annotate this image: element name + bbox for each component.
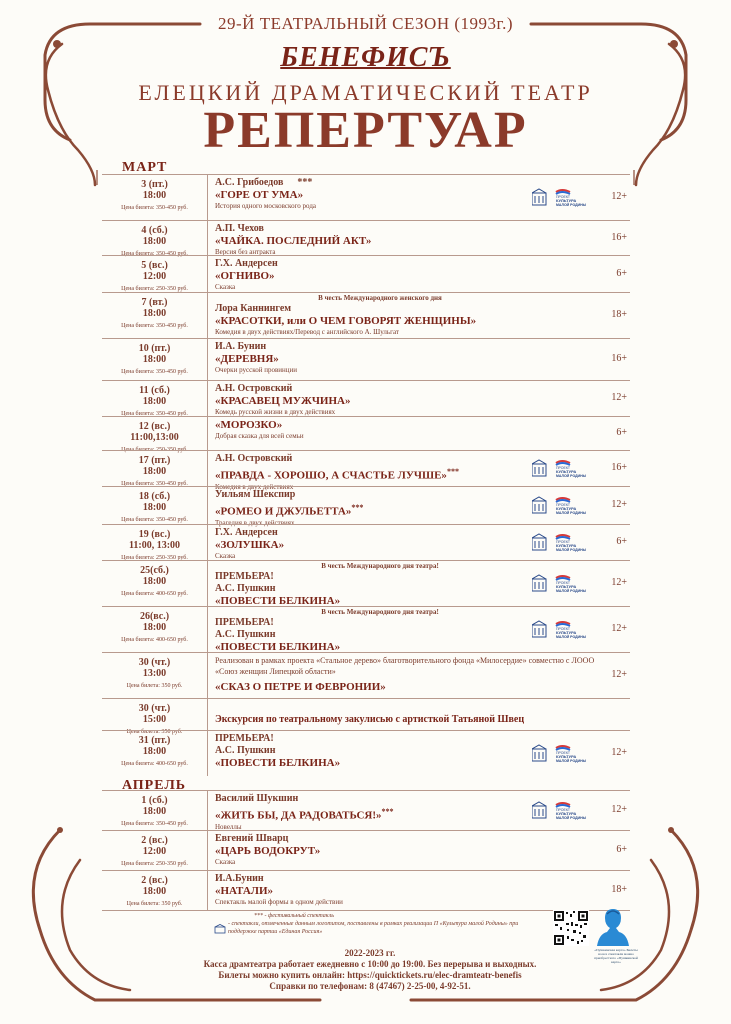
row-date-cell [102,417,208,453]
row-time: 18:00 [142,466,167,477]
row-date: 10 (пт.) [138,343,171,354]
row-time: 18:00 [142,190,167,201]
row-author [215,833,545,845]
row-price: Цена билета: 350 руб. [126,683,183,689]
badge-line2: КУЛЬТУРА [556,506,577,511]
row-date-cell [102,339,208,380]
table-row [102,292,630,338]
row-title-text: «ПОВЕСТИ БЕЛКИНА» [215,595,341,607]
badge-line2: КУЛЬТУРА [556,543,577,548]
row-subtitle: История одного московского рода [215,202,316,210]
row-date: 7 (вт.) [141,297,168,308]
row-author-name: А.С. Пушкин [215,745,276,756]
row-title-text: Экскурсия по театральному закулисью с артисткой Татьяной Швец [215,714,525,725]
row-date: 25(сб.) [140,565,169,576]
row-date-cell [102,871,208,910]
badge-line1: ПРОЕКТ [556,195,571,199]
row-content [215,793,545,832]
row-date: 2 (вс.) [141,835,168,846]
project-badge-icon [532,574,596,594]
row-date: 31 (пт.) [138,735,171,746]
row-note: В честь Международного женского дня [318,294,442,302]
row-author-name: А.С. Пушкин [215,629,276,640]
row-date-cell [102,731,208,776]
project-badge-icon [532,459,596,479]
season-title: 29-Й ТЕАТРАЛЬНЫЙ СЕЗОН (1993г.) [218,14,513,33]
row-author [215,223,545,235]
row-age-rating: 12+ [611,499,627,510]
row-stars: *** [446,467,459,476]
row-content [215,733,545,770]
row-content [215,341,545,375]
project-badge-icon [532,801,596,821]
row-content [215,701,545,726]
row-time: 18:00 [142,576,167,587]
row-age-rating: 6+ [616,427,627,438]
table-row [102,380,630,416]
row-author-name: А.С. Грибоедов [215,177,284,188]
row-subtitle: Новеллы [215,822,242,831]
row-title [215,805,545,823]
row-author-name: Василий Шукшин [215,793,299,804]
row-age-rating: 16+ [611,353,627,364]
row-content [215,527,545,561]
row-content [215,223,545,257]
table-row [102,174,630,220]
pushkin-bust-icon [596,906,630,948]
row-date: 2 (вс.) [141,875,168,886]
row-title [215,713,615,726]
row-title-text: «ЦАРЬ ВОДОКРУТ» [215,845,321,857]
row-price: Цена билета: 350-450 руб. [121,251,188,257]
row-title-text: «ПРАВДА - ХОРОШО, А СЧАСТЬЕ ЛУЧШЕ» [215,469,447,482]
row-age-rating: 12+ [611,747,627,758]
badge-line1: ПРОЕКТ [556,581,571,585]
table-row [102,606,630,652]
row-content [215,563,545,608]
row-date-cell [102,607,208,652]
row-age-rating: 6+ [616,844,627,855]
table-row [102,870,630,910]
badge-line2: КУЛЬТУРА [556,754,577,759]
row-price: Цена билета: 400-650 руб. [121,637,188,643]
row-content [215,177,545,211]
row-author-name: Евгений Шварц [215,833,289,844]
row-price: Цена билета: 350-450 руб. [121,369,188,375]
table-row [102,486,630,527]
month-march: МАРТ [122,160,168,175]
row-date: 11 (сб.) [139,385,170,396]
row-author [215,583,545,595]
row-title-text: «ЖИТЬ БЫ, ДА РАДОВАТЬСЯ!» [215,809,382,822]
badge-line3: МАЛОЙ РОДИНЫ [556,589,587,593]
badge-line1: ПРОЕКТ [556,540,571,544]
row-title-text: «РОМЕО И ДЖУЛЬЕТТА» [215,505,352,518]
row-time: 18:00 [142,806,167,817]
row-time: 12:00 [142,846,167,857]
row-subtitle: Комедь русской жизни в двух действиях [215,408,336,416]
theatre-logo: БЕНЕФИСЪ [280,42,451,73]
row-title-text: «ПОВЕСТИ БЕЛКИНА» [215,641,341,653]
row-note: В честь Международного дня театра! [321,562,439,570]
badge-line1: ПРОЕКТ [556,808,571,812]
row-age-rating: 12+ [611,804,627,815]
row-content [215,419,545,441]
row-date-cell [102,791,208,830]
row-note: В честь Международного дня театра! [321,608,439,616]
table-row [102,220,630,255]
row-time: 18:00 [142,886,167,897]
row-title-text: «ГОРЕ ОТ УМА» [215,189,304,201]
badge-line1: ПРОЕКТ [556,466,571,470]
row-author-name: А.Н. Островский [215,453,293,464]
row-content [215,609,545,654]
badge-line2: КУЛЬТУРА [556,811,577,816]
row-date-cell [102,525,208,560]
row-author [215,303,545,315]
row-title-text: «СКАЗ О ПЕТРЕ И ФЕВРОНИИ» [215,681,386,693]
badge-line3: МАЛОЙ РОДИНЫ [556,203,587,207]
row-time: 15:00 [142,714,167,725]
row-time: 18:00 [142,236,167,247]
row-age-rating: 6+ [616,268,627,279]
row-time: 18:00 [142,746,167,757]
row-date-cell [102,451,208,486]
row-title [215,270,545,283]
row-price: Цена билета: 250-350 руб. [121,861,188,867]
row-date: 5 (вс.) [141,260,168,271]
project-logo-icon [214,924,226,934]
project-badge-icon [532,533,596,553]
table-row [102,524,630,560]
row-content [215,383,545,417]
row-date: 18 (сб.) [138,491,171,502]
badge-line3: МАЛОЙ РОДИНЫ [556,548,587,552]
row-title-text: «ЗОЛУШКА» [215,539,285,551]
row-stars: *** [351,503,364,512]
badge-line3: МАЛОЙ РОДИНЫ [556,816,587,820]
row-date-cell [102,653,208,698]
row-price: Цена билета: 250-350 руб. [121,286,188,292]
row-subtitle: Комедия в двух действиях [215,482,294,491]
row-subtitle: Добрая сказка для всей семьи [215,432,304,440]
table-row [102,338,630,380]
row-age-rating: 16+ [611,462,627,473]
row-age-rating: 12+ [611,669,627,680]
row-title [215,885,545,898]
row-time: 18:00 [142,502,167,513]
row-author-name: И.А. Бунин [215,341,267,352]
row-age-rating: 16+ [611,232,627,243]
table-row [102,416,630,453]
row-date: 17 (пт.) [138,455,171,466]
row-author [215,383,545,395]
row-price: Цена билета: 350-450 руб. [121,481,188,487]
badge-line3: МАЛОЙ РОДИНЫ [556,474,587,478]
row-price: Цена билета: 350-450 руб. [121,323,188,329]
row-time: 12:00 [142,271,167,282]
row-price: Цена билета: 350 руб. [126,901,183,907]
row-date-cell [102,221,208,255]
row-subtitle: Комедия в двух действиях/Перевод с английского А. Шульгат [215,328,399,336]
row-title [215,465,545,483]
row-title-text: «МОРОЗКО» [215,419,283,431]
row-date: 30 (чт.) [138,703,171,714]
row-age-rating: 12+ [611,577,627,588]
table-row [102,698,630,735]
badge-line2: КУЛЬТУРА [556,584,577,589]
row-age-rating: 12+ [611,191,627,202]
row-price: Цена билета: 250-350 руб. [121,447,188,453]
row-title [215,845,545,858]
row-price: Цена билета: 400-650 руб. [121,761,188,767]
table-row [102,652,630,698]
project-badge-icon [532,188,596,208]
row-title [215,235,545,248]
row-author-name: И.А.Бунин [215,873,264,884]
row-time: 18:00 [142,354,167,365]
row-title-text: «ЧАЙКА. ПОСЛЕДНИЙ АКТ» [215,235,372,247]
row-age-rating: 12+ [611,623,627,634]
row-title [215,681,545,694]
row-subtitle: Сказка [215,552,236,560]
row-date: 3 (пт.) [141,179,168,190]
row-date: 26(вс.) [139,611,170,622]
row-title [215,501,545,519]
row-date-cell [102,561,208,606]
badge-line3: МАЛОЙ РОДИНЫ [556,759,587,763]
footer-online[interactable]: Билеты можно купить онлайн: https://quicktickets.ru/elec-dramteatr-benefis [218,970,522,980]
row-title-text: «КРАСОТКИ, или О ЧЕМ ГОВОРЯТ ЖЕНЩИНЫ» [215,315,477,327]
table-bottom-border [102,910,630,911]
row-time: 11:00,13:00 [130,432,179,443]
row-description: Реализован в рамках проекта «Стальное дерево» благотворительного фонда «Милосердие» совместно с ЛООО «Союз женщин Липецкой области» [215,656,595,676]
project-badge-icon [532,744,596,764]
badge-line2: КУЛЬТУРА [556,469,577,474]
row-title [215,395,545,408]
row-price: Цена билета: 350 руб. [126,729,183,735]
row-date: 19 (вс.) [138,529,171,540]
row-title-text: «НАТАЛИ» [215,885,274,897]
footnotes [214,912,544,936]
row-author [215,453,545,465]
pushkin-card-caption: «Пушкинская карта» Билеты на все спектакли можно приобрести по «Пушкинской карте» [594,948,638,964]
row-title-text: «ПОВЕСТИ БЕЛКИНА» [215,757,341,769]
table-row [102,830,630,870]
row-time: 18:00 [142,308,167,319]
footer-hours: Касса драмтеатра работает ежедневно с 10:00 до 19:00. Без перерыва и выходных. [203,959,537,969]
project-badge-icon [532,620,596,640]
theatre-name: ЕЛЕЦКИЙ ДРАМАТИЧЕСКИЙ ТЕАТР [138,80,593,105]
row-date-cell [102,175,208,220]
row-content [215,833,545,867]
row-author [215,745,545,757]
footer-info [150,948,590,992]
row-content [215,655,595,694]
badge-line2: КУЛЬТУРА [556,198,577,203]
row-date-cell [102,256,208,292]
row-age-rating: 6+ [616,536,627,547]
footnote-star: *** - фестивальный спектакль [254,913,335,919]
row-subtitle: Очерки русской провинции [215,366,298,374]
row-author-name: Уильям Шекспир [215,489,296,500]
table-row [102,790,630,830]
row-author-name: А.П. Чехов [215,223,264,234]
row-author-name: Г.Х. Андерсен [215,527,278,538]
footer-years: 2022-2023 гг. [344,948,396,958]
row-author-name: Лора Каннингем [215,303,292,314]
row-author [215,489,545,501]
row-date: 4 (сб.) [141,225,168,236]
row-date: 1 (сб.) [141,795,168,806]
row-date-cell [102,381,208,416]
row-title-text: «КРАСАВЕЦ МУЖЧИНА» [215,395,351,407]
row-content [215,295,545,337]
row-author [215,258,545,270]
row-author [215,629,545,641]
row-content [215,873,545,907]
row-subtitle: Спектакль малой формы в одном действии [215,898,343,906]
project-badge-icon [532,496,596,516]
row-premiere-label: ПРЕМЬЕРА! [215,571,274,582]
footer-phone: Справки по телефонам: 8 (47467) 2-25-00, 4-92-51. [269,981,471,991]
row-title-text: «ДЕРЕВНЯ» [215,353,279,365]
row-stars: *** [297,177,313,188]
table-row [102,560,630,606]
row-premiere-label: ПРЕМЬЕРА! [215,733,274,744]
row-date-cell [102,487,208,524]
table-row [102,730,630,776]
row-title [215,539,545,552]
badge-line1: ПРОЕКТ [556,751,571,755]
row-subtitle: Сказка [215,858,236,866]
row-price: Цена билета: 350-450 руб. [121,205,188,211]
row-price: Цена билета: 400-650 руб. [121,591,188,597]
row-subtitle: Версия без антракта [215,248,276,256]
badge-line1: ПРОЕКТ [556,627,571,631]
row-date: 12 (вс.) [138,421,171,432]
badge-line3: МАЛОЙ РОДИНЫ [556,635,587,639]
row-title [215,315,545,328]
row-author-name: А.С. Пушкин [215,583,276,594]
row-time: 18:00 [142,622,167,633]
row-premiere-label: ПРЕМЬЕРА! [215,617,274,628]
badge-line1: ПРОЕКТ [556,503,571,507]
row-content [215,489,545,528]
row-date: 30 (чт.) [138,657,171,668]
badge-line2: КУЛЬТУРА [556,630,577,635]
row-stars: *** [381,807,394,816]
footnote-project: - спектакли, отмеченные данным логотипом, поставлены в рамках реализации П «Культура малой Родины» при поддержке партии «Единая Россия» [228,921,519,935]
row-title [215,189,545,202]
row-content [215,258,545,292]
row-subtitle: Сказка [215,283,236,291]
row-author [215,793,545,805]
row-author [215,341,545,353]
row-price: Цена билета: 350-450 руб. [121,517,188,523]
qr-code-icon [553,910,589,946]
page-title: РЕПЕРТУАР [203,102,528,159]
row-author [215,527,545,539]
row-time: 11:00, 13:00 [128,540,181,551]
row-title-text: «ОГНИВО» [215,270,275,282]
row-time: 13:00 [142,668,167,679]
month-april: АПРЕЛЬ [122,778,187,793]
row-title [215,419,545,432]
row-date-cell [102,699,208,735]
row-author-name: Г.Х. Андерсен [215,258,278,269]
row-title [215,757,545,770]
badge-line3: МАЛОЙ РОДИНЫ [556,511,587,515]
row-price: Цена билета: 350-450 руб. [121,821,188,827]
row-title [215,353,545,366]
row-date-cell [102,831,208,870]
table-row [102,450,630,491]
row-time: 18:00 [142,396,167,407]
row-author [215,177,545,189]
row-price: Цена билета: 350-450 руб. [121,411,188,417]
row-author [215,873,545,885]
row-age-rating: 18+ [611,884,627,895]
row-author-name: А.Н. Островский [215,383,293,394]
row-age-rating: 18+ [611,309,627,320]
row-price: Цена билета: 250-350 руб. [121,555,188,561]
table-row [102,255,630,292]
row-age-rating: 12+ [611,392,627,403]
row-subtitle: Трагедия в двух действиях [215,518,295,527]
row-date-cell [102,293,208,338]
